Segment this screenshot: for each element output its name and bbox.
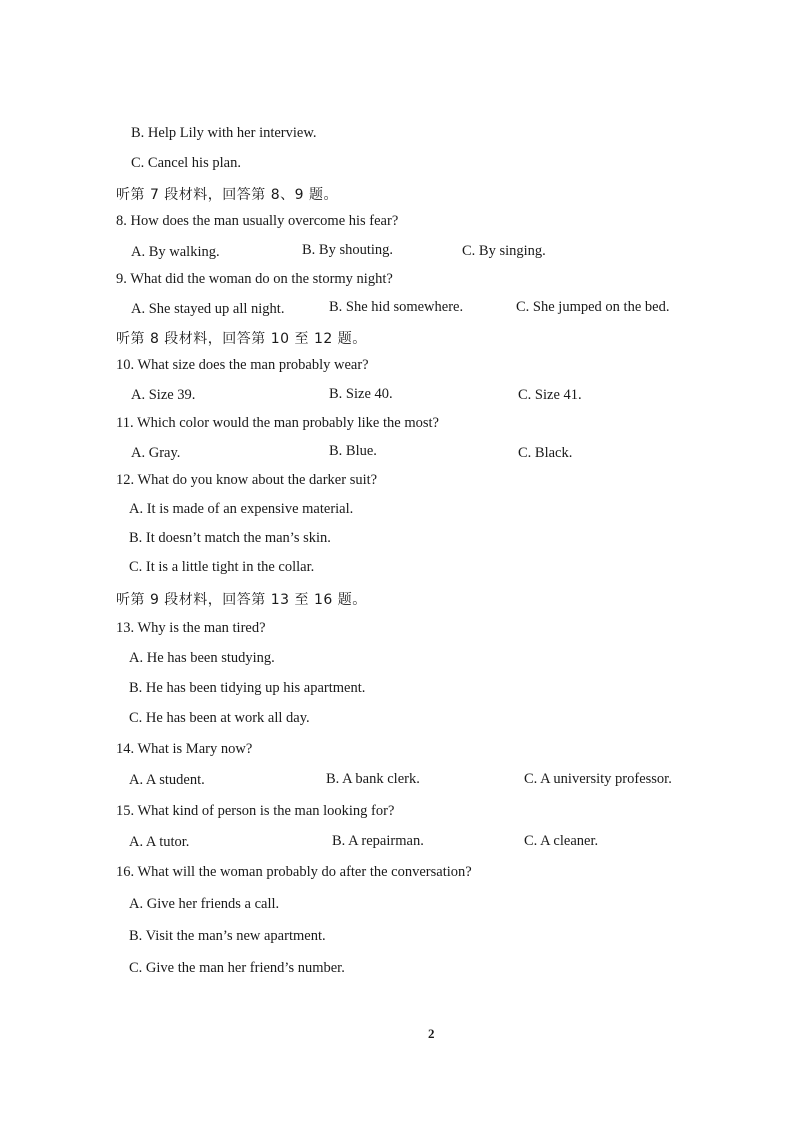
question-11-option-a: A. Gray. — [131, 445, 181, 461]
question-12: 12. What do you know about the darker suit? — [116, 472, 378, 488]
question-15: 15. What kind of person is the man looking for? — [116, 803, 395, 819]
question-10-option-a: A. Size 39. — [131, 387, 196, 403]
question-14-option-a: A. A student. — [129, 772, 205, 788]
question-12-option-b: B. It doesn’t match the man’s skin. — [129, 530, 331, 546]
question-14: 14. What is Mary now? — [116, 741, 253, 757]
question-11: 11. Which color would the man probably like the most? — [116, 415, 439, 431]
question-11-option-c: C. Black. — [518, 445, 573, 461]
question-10-option-b: B. Size 40. — [329, 386, 393, 402]
page-number: 2 — [428, 1026, 435, 1041]
question-14-option-b: B. A bank clerk. — [326, 771, 420, 787]
question-16-option-b: B. Visit the man’s new apartment. — [129, 928, 326, 944]
section-7-heading: 听第 7 段材料，回答第 8、9 题。 — [116, 187, 339, 203]
question-10-option-c: C. Size 41. — [518, 387, 582, 403]
question-16-option-c: C. Give the man her friend’s number. — [129, 960, 345, 976]
question-9-option-c: C. She jumped on the bed. — [516, 299, 670, 315]
question-11-option-b: B. Blue. — [329, 443, 377, 459]
question-15-option-c: C. A cleaner. — [524, 833, 599, 849]
question-12-option-c: C. It is a little tight in the collar. — [129, 559, 315, 575]
question-16-option-a: A. Give her friends a call. — [129, 896, 280, 912]
question-15-option-a: A. A tutor. — [129, 834, 190, 850]
question-8-option-c: C. By singing. — [462, 243, 546, 259]
question-9-option-b: B. She hid somewhere. — [329, 299, 464, 315]
question-8: 8. How does the man usually overcome his fear? — [116, 213, 399, 229]
question-13-option-c: C. He has been at work all day. — [129, 710, 310, 726]
question-7-option-c: C. Cancel his plan. — [131, 155, 241, 171]
question-13: 13. Why is the man tired? — [116, 620, 266, 636]
question-14-option-c: C. A university professor. — [524, 771, 672, 787]
question-8-option-b: B. By shouting. — [302, 242, 394, 258]
question-15-option-b: B. A repairman. — [332, 833, 424, 849]
question-7-option-b: B. Help Lily with her interview. — [131, 125, 317, 141]
question-12-option-a: A. It is made of an expensive material. — [129, 501, 354, 517]
question-10: 10. What size does the man probably wear? — [116, 357, 369, 373]
question-9-option-a: A. She stayed up all night. — [131, 301, 285, 317]
question-8-option-a: A. By walking. — [131, 244, 220, 260]
question-9: 9. What did the woman do on the stormy night? — [116, 271, 393, 287]
section-8-heading: 听第 8 段材料，回答第 10 至 12 题。 — [116, 331, 367, 347]
question-13-option-a: A. He has been studying. — [129, 650, 275, 666]
question-16: 16. What will the woman probably do after the conversation? — [116, 864, 472, 880]
section-9-heading: 听第 9 段材料，回答第 13 至 16 题。 — [116, 592, 367, 608]
question-13-option-b: B. He has been tidying up his apartment. — [129, 680, 366, 696]
